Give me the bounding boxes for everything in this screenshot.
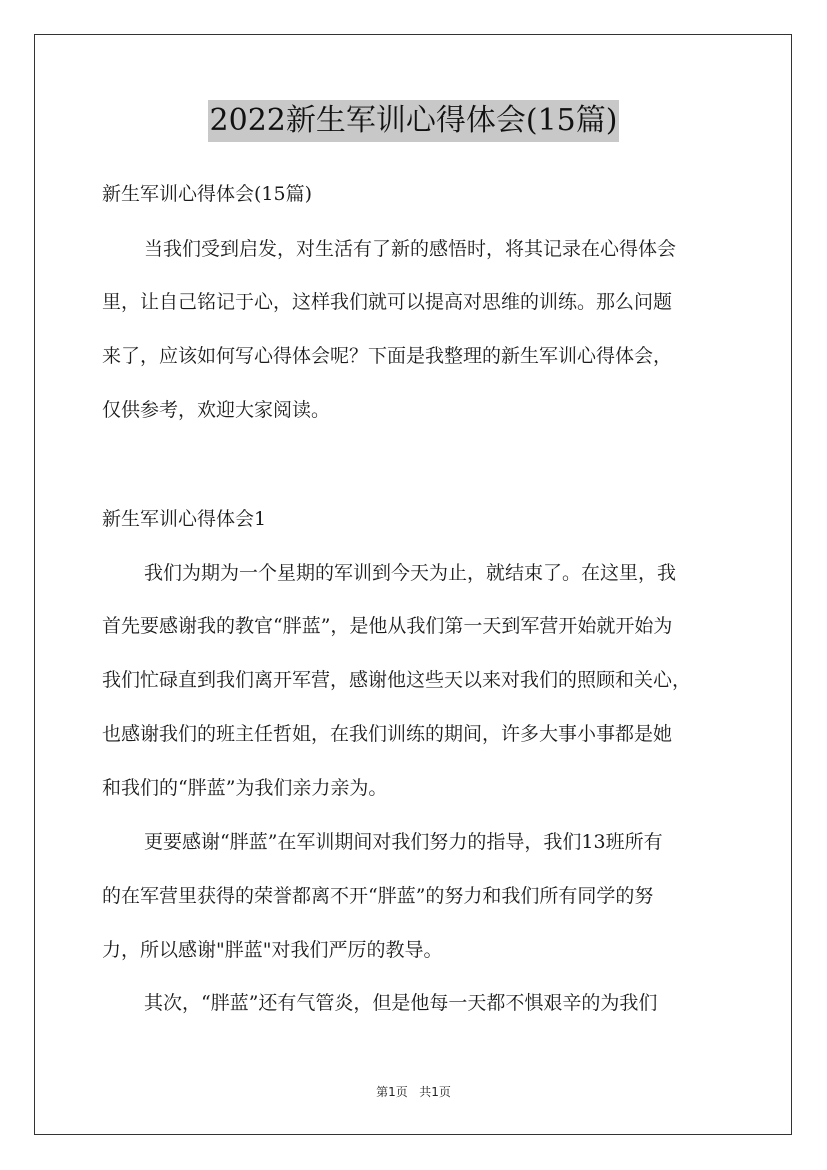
document-title: 2022新生军训心得体会(15篇) xyxy=(208,100,620,142)
body-paragraph-line: 其次，“胖蓝”还有气管炎，但是他每一天都不惧艰辛的为我们 xyxy=(144,992,658,1014)
intro-paragraph-line: 里，让自己铭记于心，这样我们就可以提高对思维的训练。那么问题 xyxy=(102,291,673,313)
body-paragraph-line: 首先要感谢我的教官“胖蓝”，是他从我们第一天到军营开始就开始为 xyxy=(102,615,673,637)
intro-paragraph-line: 来了，应该如何写心得体会呢？下面是我整理的新生军训心得体会， xyxy=(102,345,673,367)
title-container xyxy=(0,100,827,142)
intro-paragraph-line: 仅供参考，欢迎大家阅读。 xyxy=(102,399,331,421)
body-paragraph-line: 也感谢我们的班主任哲姐，在我们训练的期间，许多大事小事都是她 xyxy=(102,723,673,745)
page-number: 第1页 xyxy=(376,1085,408,1099)
document-subtitle: 新生军训心得体会(15篇) xyxy=(102,183,313,205)
body-paragraph-line: 我们为期为一个星期的军训到今天为止，就结束了。在这里，我 xyxy=(144,562,677,584)
body-paragraph-line: 的在军营里获得的荣誉都离不开“胖蓝”的努力和我们所有同学的努 xyxy=(102,885,654,907)
body-paragraph-line: 我们忙碌直到我们离开军营，感谢他这些天以来对我们的照顾和关心， xyxy=(102,669,692,691)
page-total: 共1页 xyxy=(419,1085,451,1099)
section-heading: 新生军训心得体会1 xyxy=(102,508,267,530)
page-footer xyxy=(0,1084,827,1100)
intro-paragraph-line: 当我们受到启发，对生活有了新的感悟时，将其记录在心得体会 xyxy=(144,238,677,260)
body-paragraph-line: 力，所以感谢"胖蓝"对我们严厉的教导。 xyxy=(102,939,443,961)
body-paragraph-line: 和我们的“胖蓝”为我们亲力亲为。 xyxy=(102,777,388,799)
body-paragraph-line: 更要感谢“胖蓝”在军训期间对我们努力的指导，我们13班所有 xyxy=(144,831,663,853)
